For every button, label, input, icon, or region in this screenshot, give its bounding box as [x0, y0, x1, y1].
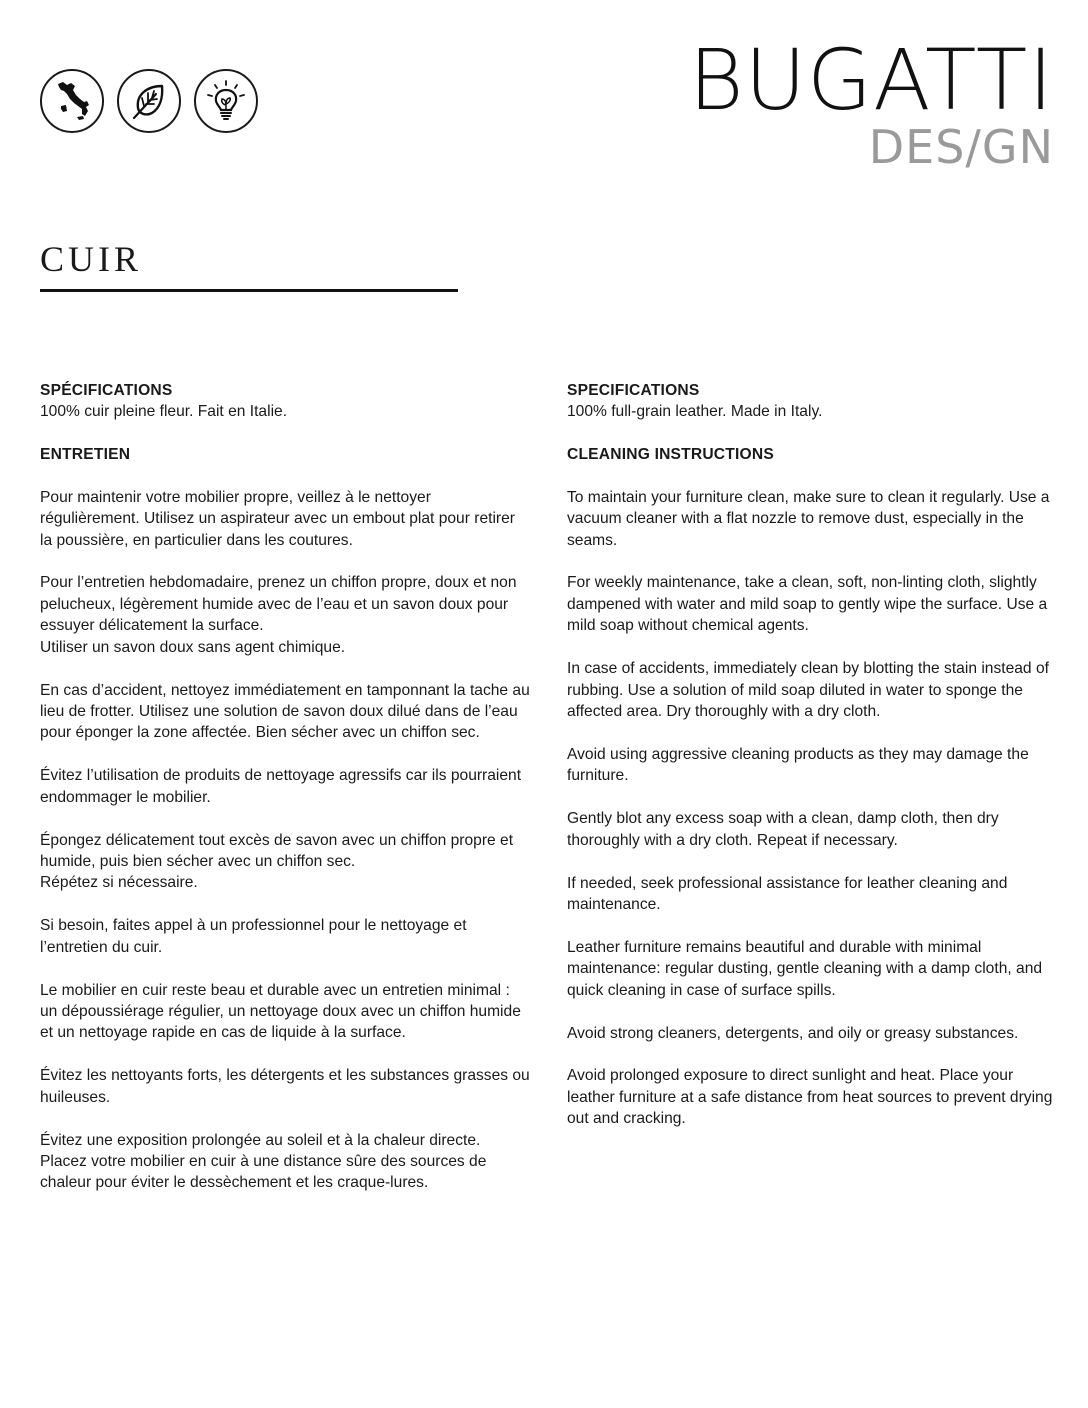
- care-fr-paragraph: Évitez les nettoyants forts, les détergents et les substances grasses ou huileuses.: [40, 1067, 530, 1106]
- care-en-paragraph: If needed, seek professional assistance for leather cleaning and maintenance.: [567, 874, 1008, 913]
- care-fr-paragraph: Le mobilier en cuir reste beau et durable avec un entretien minimal : un dépoussiérage régulier, un nettoyage doux avec un chiffon humide et un nettoyage rapide en cas de liquide à la surface.: [40, 981, 521, 1042]
- care-fr-paragraph: Évitez une exposition prolongée au soleil et à la chaleur directe. Placez votre mobilier en cuir à une distance sûre des sources de chaleur pour éviter le dessèchement et les craque-lures.: [40, 1131, 487, 1192]
- care-en-paragraph: Gently blot any excess soap with a clean, damp cloth, then dry thoroughly with a dry cloth. Repeat if necessary.: [567, 810, 999, 849]
- italy-map-icon: [40, 69, 104, 133]
- care-paragraphs-fr: [40, 487, 530, 1194]
- care-en-paragraph: To maintain your furniture clean, make sure to clean it regularly. Use a vacuum cleaner with a flat nozzle to remove dust, especially in the seams.: [567, 488, 1050, 549]
- spec-heading-en: SPECIFICATIONS: [567, 382, 700, 399]
- care-heading-fr: ENTRETIEN: [40, 445, 131, 463]
- care-fr-paragraph: Épongez délicatement tout excès de savon avec un chiffon propre et humide, puis bien sécher avec un chiffon sec. Répétez si nécessaire.: [40, 831, 514, 892]
- french-column: [40, 380, 530, 1194]
- spec-text-en: 100% full-grain leather. Made in Italy.: [567, 403, 823, 421]
- care-en-paragraph: Avoid using aggressive cleaning products as they may damage the furniture.: [567, 745, 1029, 785]
- english-column: [567, 380, 1057, 1130]
- care-en-paragraph: For weekly maintenance, take a clean, soft, non-linting cloth, slightly dampened with water and mild soap to gently wipe the surface. Use a mild soap without chemical agents.: [567, 574, 1048, 635]
- spec-text-fr: 100% cuir pleine fleur. Fait en Italie.: [40, 403, 288, 421]
- care-en-paragraph: Leather furniture remains beautiful and durable with minimal maintenance: regular dusting, gentle cleaning with a damp cloth, and quick cleaning in case of surface spills.: [567, 938, 1043, 999]
- care-fr-paragraph: Si besoin, faites appel à un professionnel pour le nettoyage et l’entretien du cuir.: [40, 917, 467, 956]
- care-fr-paragraph: Pour maintenir votre mobilier propre, veillez à le nettoyer régulièrement. Utilisez un aspirateur avec un embout plat pour retirer la poussière, en particulier dans les coutures.: [40, 488, 515, 549]
- feature-icons: [40, 69, 258, 133]
- care-en-paragraph: Avoid strong cleaners, detergents, and oily or greasy substances.: [567, 1024, 1019, 1042]
- brand-logo: [688, 31, 1054, 174]
- care-paragraphs-en: [567, 487, 1057, 1130]
- care-fr-paragraph: Pour l’entretien hebdomadaire, prenez un chiffon propre, doux et non pelucheux, légèrement humide avec de l’eau et un savon doux pour essuyer délicatement la surface. Utiliser un savon doux sans agent chimique.: [40, 574, 517, 656]
- brand-name: BUGATTI: [688, 31, 1054, 129]
- care-en-paragraph: In case of accidents, immediately clean by blotting the stain instead of rubbing. Use a solution of mild soap diluted in water to sponge the affected area. Dry thoroughly with a dry cloth.: [567, 660, 1049, 720]
- care-heading-en: CLEANING INSTRUCTIONS: [567, 445, 774, 463]
- title-underline: [40, 289, 458, 292]
- lightbulb-icon: [194, 69, 258, 133]
- care-fr-paragraph: En cas d’accident, nettoyez immédiatement en tamponnant la tache au lieu de frotter. Utilisez une solution de savon doux dilué dans de l’eau pour éponger la zone affectée. Bien sécher avec un chiffon sec.: [40, 681, 530, 742]
- page-title: CUIR: [40, 239, 143, 279]
- care-fr-paragraph: Évitez l’utilisation de produits de nettoyage agressifs car ils pourraient endommager le mobilier.: [40, 767, 522, 806]
- spec-heading-fr: SPÉCIFICATIONS: [40, 382, 173, 399]
- leaf-icon: [117, 69, 181, 133]
- care-en-paragraph: Avoid prolonged exposure to direct sunlight and heat. Place your leather furniture at a safe distance from heat sources to prevent drying out and cracking.: [567, 1067, 1053, 1128]
- brand-subtitle: DES/GN: [868, 120, 1054, 174]
